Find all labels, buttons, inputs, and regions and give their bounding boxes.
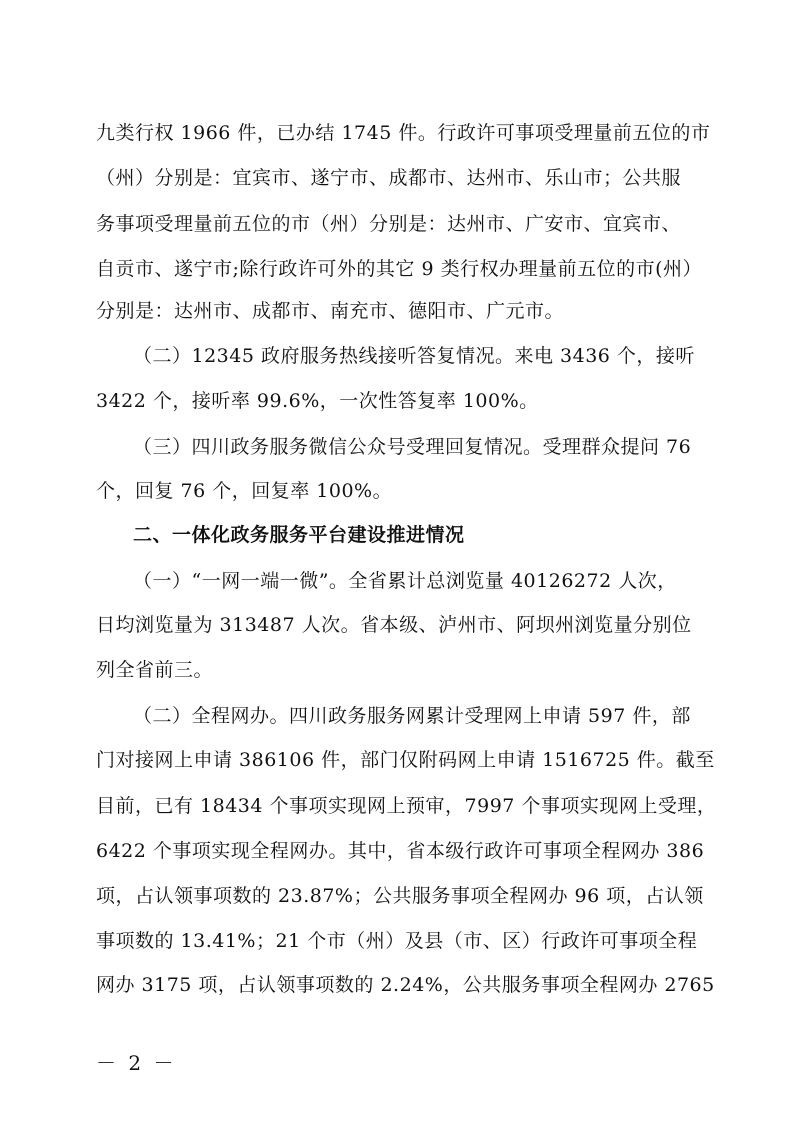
page-number: － 2 － bbox=[96, 1051, 177, 1075]
body-text-line: 门对接网上申请 386106 件，部门仅附码网上申请 1516725 件。截至 bbox=[96, 749, 715, 771]
body-text-line: 九类行权 1966 件，已办结 1745 件。行政许可事项受理量前五位的市 bbox=[96, 122, 711, 144]
paragraph-hotline: （二）12345 政府服务热线接听答复情况。来电 3436 个，接听 bbox=[133, 345, 695, 367]
body-text-line: 目前，已有 18434 个事项实现网上预审，7997 个事项实现网上受理， bbox=[96, 795, 717, 817]
body-text-line: 项，占认领事项数的 23.87%；公共服务事项全程网办 96 项，占认领 bbox=[96, 885, 704, 907]
body-text-line: 务事项受理量前五位的市（州）分别是：达州市、广安市、宜宾市、 bbox=[96, 213, 682, 235]
paragraph-one-network: （一）“一网一端一微”。全省累计总浏览量 40126272 人次， bbox=[133, 570, 677, 592]
body-text-line: 列全省前三。 bbox=[96, 659, 214, 681]
body-text-line: 6422 个事项实现全程网办。其中，省本级行政许可事项全程网办 386 bbox=[96, 840, 705, 862]
section-heading: 二、一体化政务服务平台建设推进情况 bbox=[133, 524, 465, 546]
body-text-line: 分别是：达州市、成都市、南充市、德阳市、广元市。 bbox=[96, 300, 565, 322]
body-text-line: 自贡市、遂宁市;除行政许可外的其它 9 类行权办理量前五位的市(州） bbox=[96, 258, 702, 280]
body-text-line: 日均浏览量为 313487 人次。省本级、泸州市、阿坝州浏览量分别位 bbox=[96, 614, 692, 636]
body-text-line: 事项数的 13.41%；21 个市（州）及县（市、区）行政许可事项全程 bbox=[96, 930, 698, 952]
body-text-line: 网办 3175 项，占认领事项数的 2.24%，公共服务事项全程网办 2765 bbox=[96, 974, 715, 996]
body-text-line: 3422 个，接听率 99.6%，一次性答复率 100%。 bbox=[96, 390, 539, 412]
paragraph-full-online: （二）全程网办。四川政务服务网累计受理网上申请 597 件，部 bbox=[133, 705, 691, 727]
paragraph-wechat: （三）四川政务服务微信公众号受理回复情况。受理群众提问 76 bbox=[133, 436, 692, 458]
body-text-line: 个，回复 76 个，回复率 100%。 bbox=[96, 480, 393, 502]
body-text-line: （州）分别是：宜宾市、遂宁市、成都市、达州市、乐山市；公共服 bbox=[96, 167, 682, 189]
